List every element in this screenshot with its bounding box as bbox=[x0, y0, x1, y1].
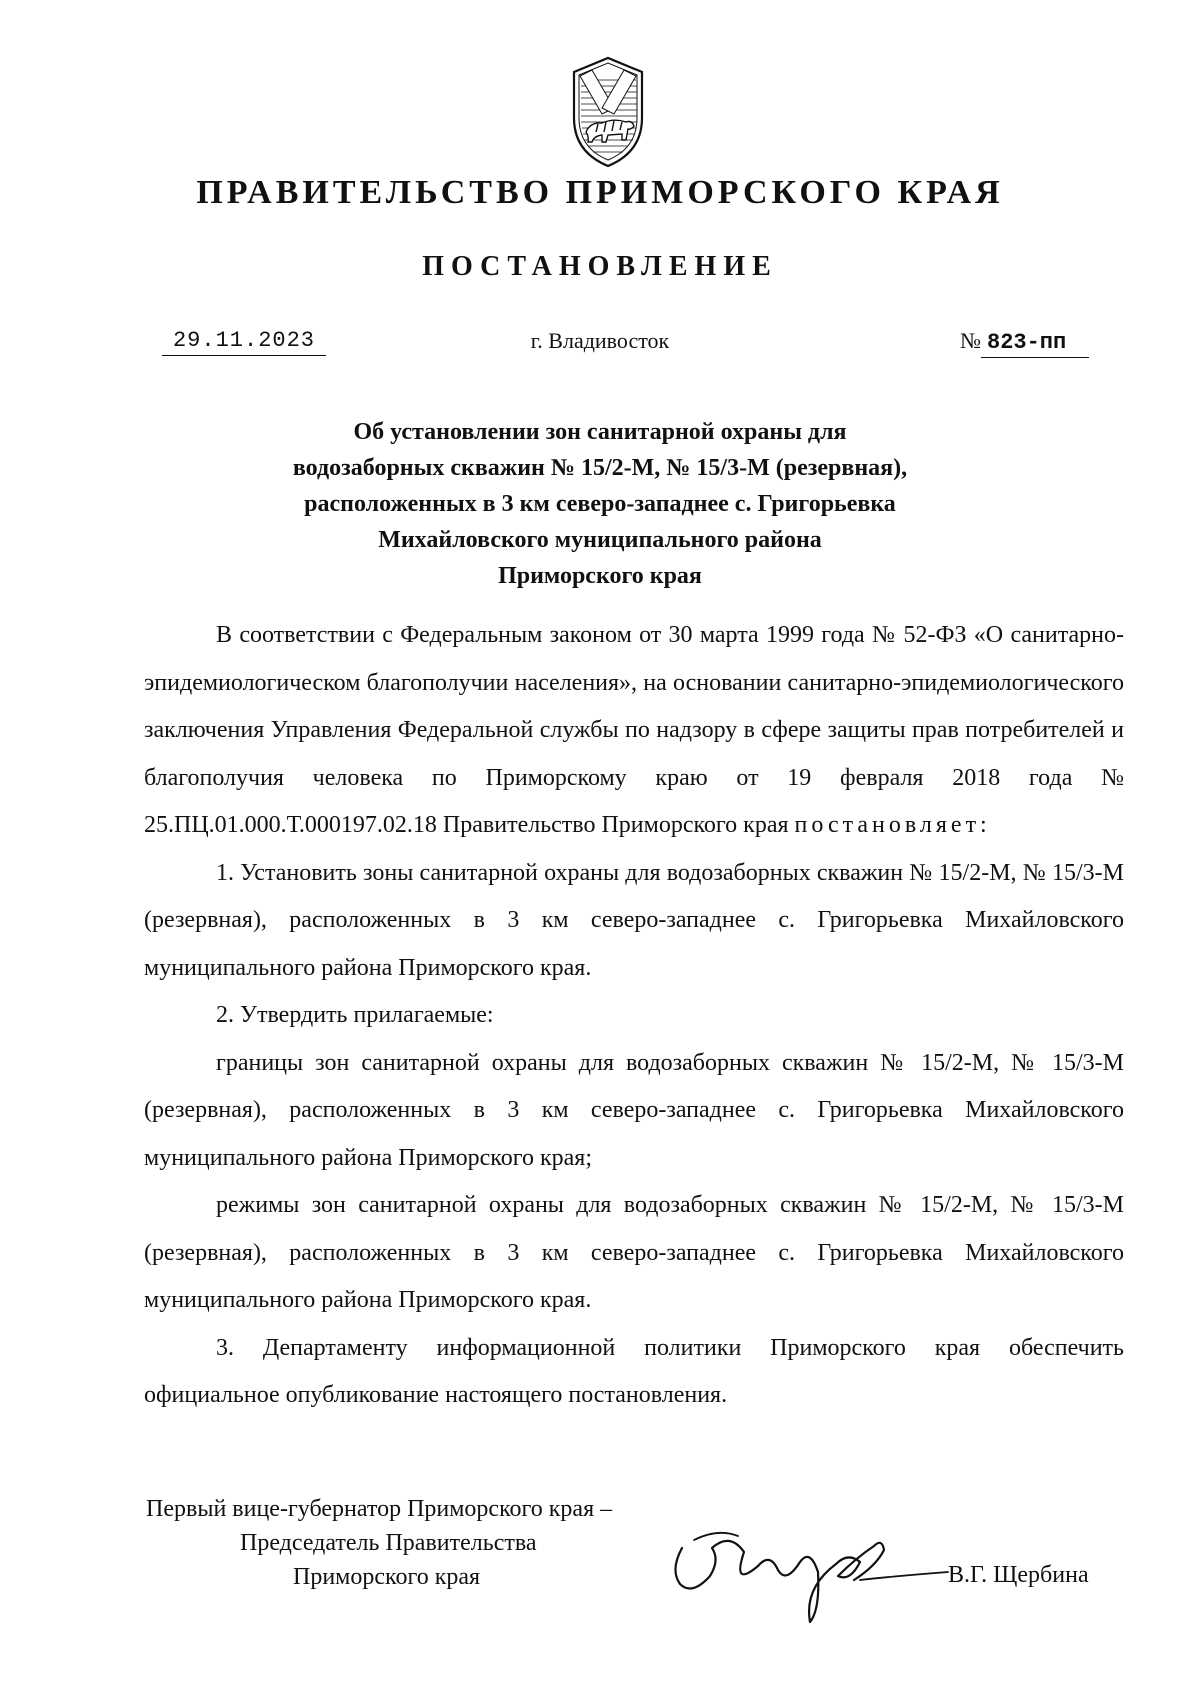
number-value: 823-пп bbox=[981, 330, 1089, 358]
signatory-title-line: Председатель Правительства bbox=[240, 1530, 537, 1556]
preamble-text: В соответствии с Федеральным законом от 30 марта 1999 года № 52-ФЗ «О санитарно-эпидемиологическом благополучии населения», на основании санитарно-эпидемиологического заключения Управления Федеральной службы по надзору в сфере защиты прав потребителей и благополучия человека по Приморскому краю от 19 февраля 2018 года № 25.ПЦ.01.000.Т.000197.02.18 Правительство Приморского края bbox=[144, 622, 1124, 838]
number-prefix: № bbox=[960, 328, 981, 353]
document-meta-row bbox=[0, 328, 1200, 368]
clause-2-boundaries: границы зон санитарной охраны для водозаборных скважин № 15/2-М, № 15/3-М (резервная), расположенных в 3 км северо-западнее с. Григорьевка Михайловского муниципального района Приморского края; bbox=[144, 1049, 1124, 1171]
document-number bbox=[960, 328, 1089, 358]
document-city: г. Владивосток bbox=[530, 328, 670, 353]
subject-line: водозаборных скважин № 15/2-М, № 15/3-М (резервная), bbox=[292, 455, 908, 481]
resolution-verb: постановляет: bbox=[794, 812, 991, 838]
handwritten-signature-icon bbox=[660, 1518, 950, 1628]
coat-of-arms-icon bbox=[568, 56, 648, 168]
document-subject bbox=[180, 414, 1020, 594]
clause-2-regimes: режимы зон санитарной охраны для водозаборных скважин № 15/2-М, № 15/3-М (резервная), расположенных в 3 км северо-западнее с. Григорьевка Михайловского муниципального района Приморского края. bbox=[144, 1192, 1124, 1313]
clause-3: 3. Департаменту информационной политики Приморского края обеспечить официальное опубликование настоящего постановления. bbox=[144, 1334, 1124, 1408]
subject-line: Приморского края bbox=[498, 563, 702, 589]
preamble-paragraph bbox=[144, 612, 1124, 850]
government-title: ПРАВИТЕЛЬСТВО ПРИМОРСКОГО КРАЯ bbox=[196, 174, 1004, 211]
document-date: 29.11.2023 bbox=[162, 328, 326, 356]
document-body bbox=[144, 612, 1124, 1420]
signature-block bbox=[0, 1496, 1200, 1616]
subject-line: Михайловского муниципального района bbox=[378, 527, 822, 553]
signatory-title-line: Первый вице-губернатор Приморского края – bbox=[146, 1496, 613, 1522]
clause-2: 2. Утвердить прилагаемые: bbox=[216, 1002, 494, 1028]
document-type: ПОСТАНОВЛЕНИЕ bbox=[422, 251, 778, 282]
subject-line: расположенных в 3 км северо-западнее с. Григорьевка bbox=[304, 491, 896, 517]
signatory-title-line: Приморского края bbox=[293, 1564, 481, 1590]
subject-line: Об установлении зон санитарной охраны для bbox=[353, 419, 847, 445]
signatory-name: В.Г. Щербина bbox=[948, 1562, 1089, 1588]
clause-1: 1. Установить зоны санитарной охраны для водозаборных скважин № 15/2-М, № 15/3-М (резервная), расположенных в 3 км северо-западнее с. Григорьевка Михайловского муниципального района Приморского края. bbox=[144, 859, 1124, 981]
